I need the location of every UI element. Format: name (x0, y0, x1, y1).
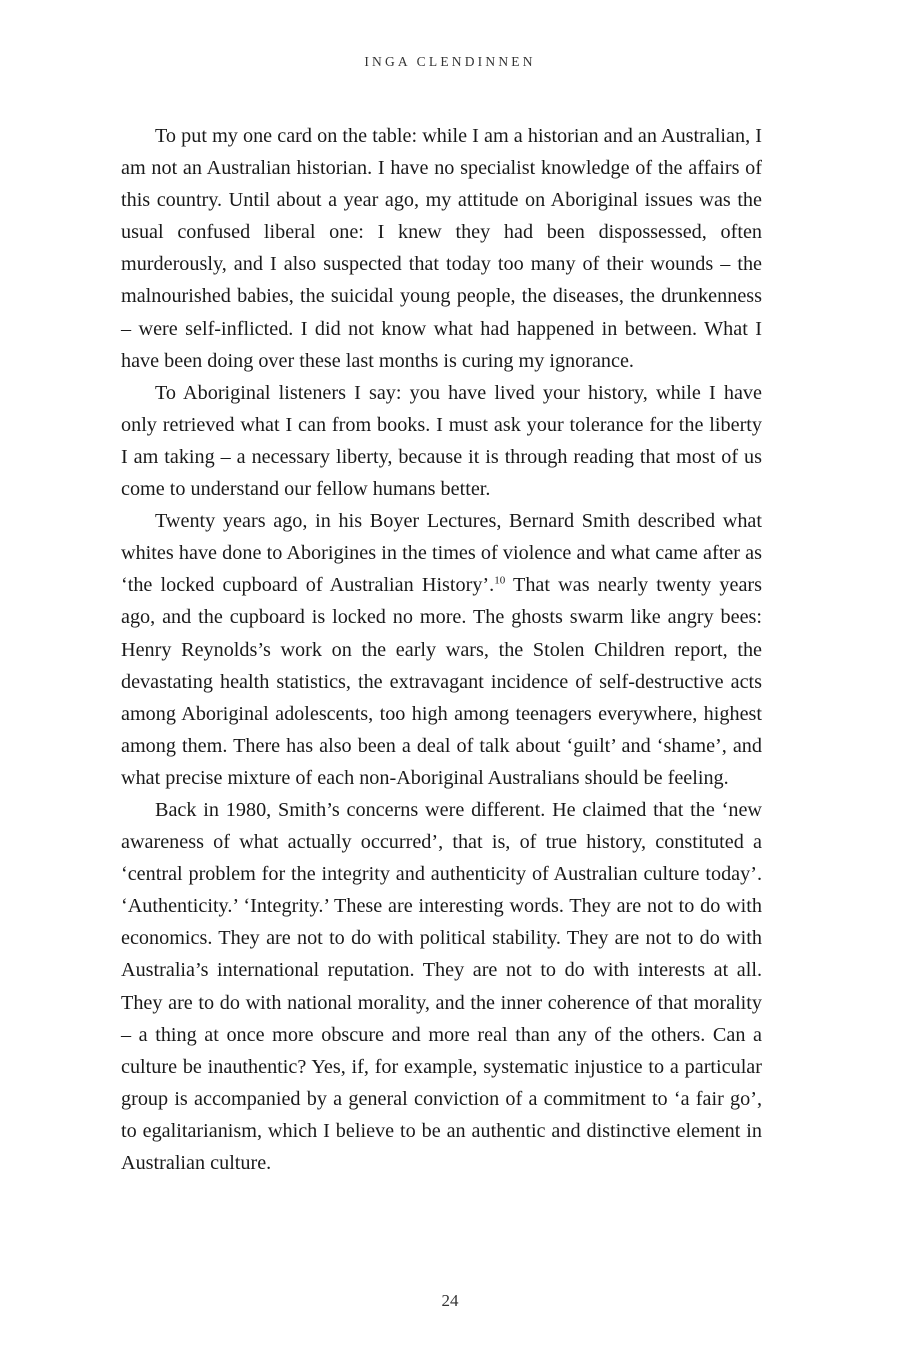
paragraph-with-footnote (121, 505, 762, 794)
paragraph: To Aboriginal listeners I say: you have lived your history, while I have only retrieved what I can from books. I must ask your tolerance for the liberty I am taking – a necessary liberty, because it is through reading that most of us come to understand our fellow humans better. (121, 381, 762, 501)
body-text (121, 120, 762, 1179)
paragraph: Back in 1980, Smith’s concerns were different. He claimed that the ‘new awareness of what actually occurred’, that is, of true history, constituted a ‘central problem for the integrity and authenticity of Australian culture today’. ‘Authenticity.’ ‘Integrity.’ These are interesting words. They are not to do with economics. They are not to do with political stability. They are not to do with Australia’s international reputation. They are not to do with interests at all. They are to do with national morality, and the inner coherence of that morality – a thing at once more obscure and more real than any of the others. Can a culture be inauthentic? Yes, if, for example, systematic injustice to a particular group is accompanied by a general conviction of a commitment to ‘a fair go’, to egalitarianism, which I believe to be an authentic and distinctive element in Australian culture. (121, 798, 762, 1174)
paragraph-text-before-note: Twenty years ago, in his Boyer Lectures, Bernard Smith described what whites have done to Aborigines in the times of violence and what came after as ‘the locked cupboard of Australian History’. (121, 510, 762, 597)
paragraph: To put my one card on the table: while I am a historian and an Australian, I am not an Australian historian. I have no specialist knowledge of the affairs of this country. Until about a year ago, my attitude on Aboriginal issues was the usual confused liberal one: I knew they had been dispossessed, often murderously, and I also suspected that today too many of their wounds – the malnourished babies, the suicidal young people, the diseases, the drunkenness – were self-inflicted. I did not know what had happened in between. What I have been doing over these last months is curing my ignorance. (121, 125, 762, 372)
paragraph-text-after-note: That was nearly twenty years ago, and the cupboard is locked no more. The ghosts swarm like angry bees: Henry Reynolds’s work on the early wars, the Stolen Children report, the devastating health statistics, the extravagant incidence of self-destructive acts among Aboriginal adolescents, too high among teenagers everywhere, highest among them. There has also been a deal of talk about ‘guilt’ and ‘shame’, and what precise mixture of each non-Aboriginal Australians should be feeling. (121, 574, 762, 789)
page-number: 24 (441, 1291, 459, 1310)
running-head: INGA CLENDINNEN (364, 54, 536, 69)
footnote-reference[interactable]: 10 (494, 574, 506, 587)
